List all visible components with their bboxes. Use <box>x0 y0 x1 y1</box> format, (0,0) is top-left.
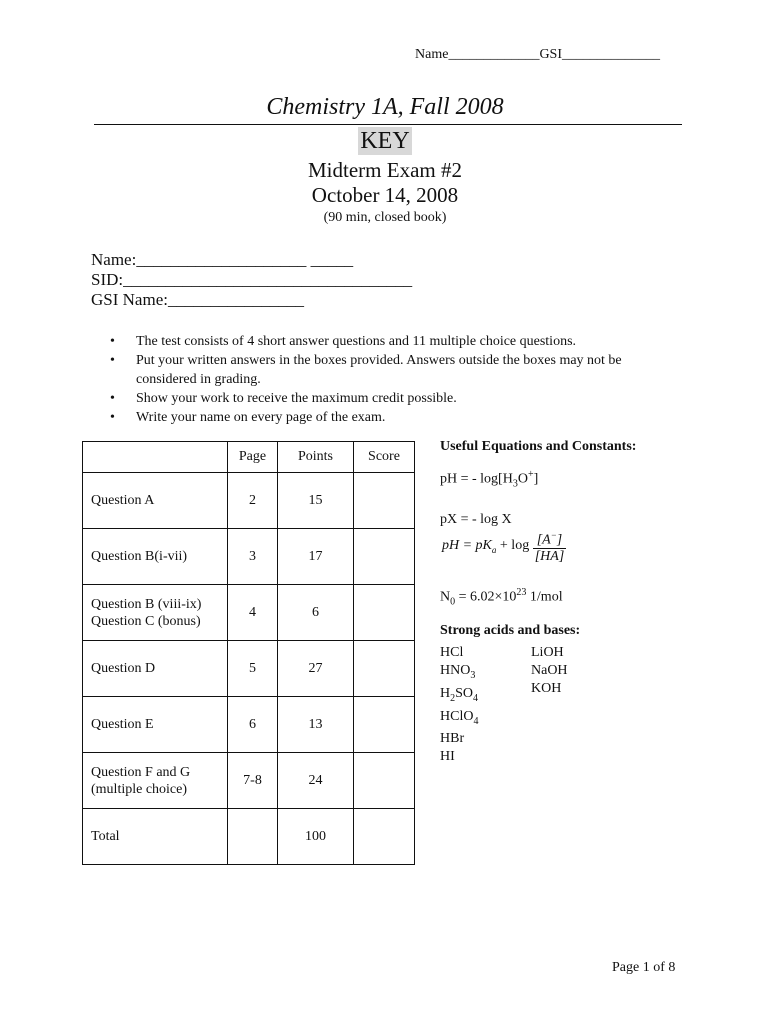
sid-field: SID:__________________________________ <box>91 270 413 289</box>
question-cell: Question B(i-vii) <box>83 529 228 585</box>
question-cell: Total <box>83 809 228 865</box>
points-cell: 6 <box>278 585 354 641</box>
base-item: KOH <box>531 681 562 696</box>
header-name-gsi-line <box>415 47 660 63</box>
points-cell: 17 <box>278 529 354 585</box>
header-name-label: Name <box>415 47 449 62</box>
hh-fraction: $\frac{[A^-]}{[HA]}$ <box>534 530 565 564</box>
points-cell: 27 <box>278 641 354 697</box>
equations-heading: Useful Equations and Constants: <box>440 439 637 454</box>
points-cell: 100 <box>278 809 354 865</box>
question-line: Question C (bonus) <box>91 613 201 629</box>
henderson-hasselbalch-equation: pH = $pK_a + \log$ $\frac{[A^-]}{[HA]}$ <box>442 530 565 564</box>
table-row-total <box>83 809 415 865</box>
instructions-list <box>110 332 670 427</box>
header-gsi-label: GSI <box>539 47 562 62</box>
page-title: Chemistry 1A, Fall 2008 <box>266 94 504 120</box>
instruction-item: • Write your name on every page of the exam. <box>110 408 670 427</box>
page-cell: 2 <box>228 473 278 529</box>
exam-name: Midterm Exam #2 <box>308 158 462 182</box>
px-equation: pX = - log X <box>440 512 512 528</box>
table-header-row <box>83 442 415 473</box>
page-cell: 5 <box>228 641 278 697</box>
base-item: LiOH <box>531 645 564 660</box>
score-cell <box>354 473 415 529</box>
acid-item: $H_2SO_4$ <box>440 685 479 704</box>
base-item: NaOH <box>531 663 568 678</box>
acid-item: $HNO_3$ <box>440 663 476 681</box>
avogadro-constant: $N_0 = 6.02\times 10^{23}$ 1/mol <box>440 587 563 608</box>
question-cell: Question E <box>83 697 228 753</box>
question-cell <box>83 585 228 641</box>
acid-item: HClO$_4$ <box>440 708 479 727</box>
table-row <box>83 697 415 753</box>
exam-subtitle <box>0 158 770 208</box>
title-divider <box>94 124 682 125</box>
key-label: KEY <box>360 128 410 154</box>
exam-duration: (90 min, closed book) <box>323 210 447 225</box>
table-row <box>83 585 415 641</box>
table-row <box>83 529 415 585</box>
score-cell <box>354 753 415 809</box>
points-cell: 13 <box>278 697 354 753</box>
header-question <box>83 442 228 473</box>
page-cell: 4 <box>228 585 278 641</box>
acids-list <box>440 644 478 766</box>
table-row <box>83 641 415 697</box>
instruction-item: • Show your work to receive the maximum credit possible. <box>110 389 670 408</box>
question-line: Question F and G <box>91 764 191 780</box>
question-cell <box>83 753 228 809</box>
instruction-item: • The test consists of 4 short answer questions and 11 multiple choice questions. <box>110 332 670 351</box>
acid-item: HI <box>440 749 455 765</box>
page-cell: 3 <box>228 529 278 585</box>
ph-equation: pH = - $\log[H_3O^+]$ <box>440 469 539 490</box>
equations-panel <box>440 438 740 765</box>
header-score: Score <box>354 442 415 473</box>
header-page: Page <box>228 442 278 473</box>
strong-acids-bases <box>440 622 740 765</box>
bases-list <box>531 644 568 698</box>
gsi-name-field: GSI Name:________________ <box>91 290 304 309</box>
exam-date: October 14, 2008 <box>311 183 459 207</box>
points-cell: 24 <box>278 753 354 809</box>
question-line: Question B (viii-ix) <box>91 596 202 612</box>
table-row <box>83 753 415 809</box>
score-cell <box>354 529 415 585</box>
key-banner <box>0 127 770 155</box>
student-fields <box>91 250 412 310</box>
page-cell: 6 <box>228 697 278 753</box>
header-gsi-blank: ______________ <box>562 47 660 62</box>
question-cell: Question D <box>83 641 228 697</box>
page-cell: 7-8 <box>228 753 278 809</box>
points-cell: 15 <box>278 473 354 529</box>
score-cell <box>354 585 415 641</box>
header-name-blank: _____________ <box>448 47 540 62</box>
instruction-item: • Put your written answers in the boxes provided. Answers outside the boxes may not be considered in grading. <box>110 351 670 389</box>
score-table <box>82 441 415 865</box>
acid-item: HBr <box>440 731 465 747</box>
question-cell: Question A <box>83 473 228 529</box>
acid-item: HCl <box>440 645 464 660</box>
score-cell <box>354 697 415 753</box>
question-line: (multiple choice) <box>91 781 188 797</box>
score-cell <box>354 641 415 697</box>
name-field: Name:____________________ _____ <box>91 250 354 269</box>
table-row <box>83 473 415 529</box>
page-cell <box>228 809 278 865</box>
page-number: Page 1 of 8 <box>612 960 676 975</box>
header-points: Points <box>278 442 354 473</box>
acids-bases-heading: Strong acids and bases: <box>440 623 581 638</box>
score-cell <box>354 809 415 865</box>
